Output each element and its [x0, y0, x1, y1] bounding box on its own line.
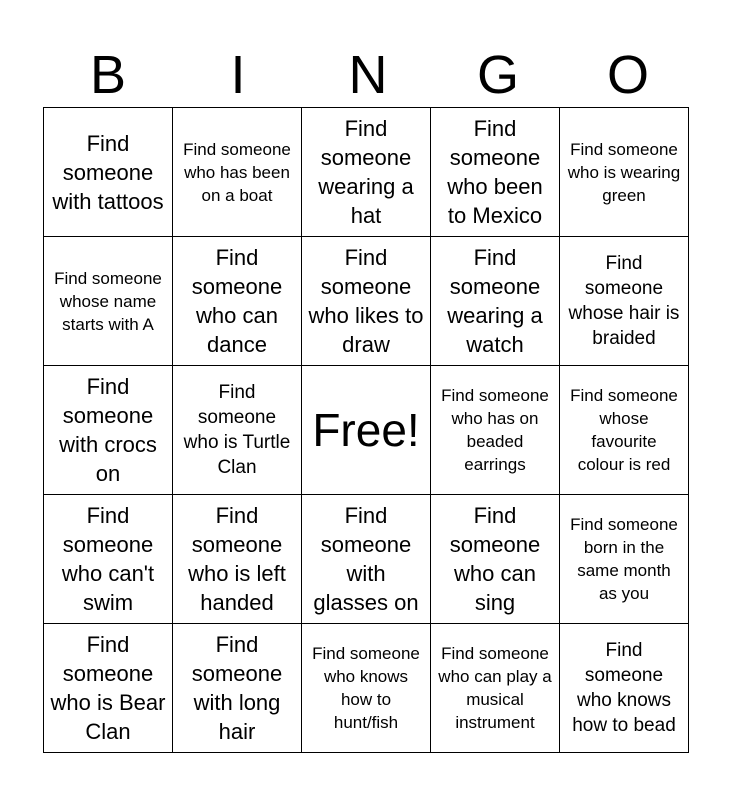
bingo-square[interactable] — [44, 495, 173, 624]
bingo-header — [43, 42, 693, 108]
bingo-square[interactable] — [560, 108, 689, 237]
bingo-square-text: Find someone whose name starts with A — [54, 268, 162, 334]
bingo-square-text: Find someone with glasses on — [313, 503, 419, 615]
bingo-square[interactable] — [44, 366, 173, 495]
bingo-square[interactable] — [44, 108, 173, 237]
bingo-square-text: Find someone who has been on a boat — [183, 139, 291, 205]
header-letter-b: B — [89, 45, 127, 105]
bingo-square-text: Find someone who can play a musical instrument — [438, 644, 552, 732]
bingo-square-text: Find someone wearing a watch — [447, 245, 543, 357]
bingo-square[interactable] — [431, 366, 560, 495]
bingo-square[interactable] — [560, 624, 689, 753]
bingo-square-text: Find someone with tattoos — [52, 130, 164, 214]
bingo-square-text: Find someone born in the same month as you — [570, 515, 678, 603]
bingo-square-text: Find someone who can dance — [191, 245, 283, 357]
bingo-square-text: Free! — [312, 404, 420, 456]
bingo-square-text: Find someone who is wearing green — [567, 139, 681, 205]
bingo-square[interactable] — [302, 108, 431, 237]
bingo-square-text: Find someone who knows how to bead — [572, 640, 676, 736]
bingo-square-text: Find someone who is Turtle Clan — [183, 382, 291, 478]
bingo-square[interactable] — [431, 624, 560, 753]
bingo-square[interactable] — [431, 237, 560, 366]
bingo-square[interactable] — [44, 624, 173, 753]
bingo-square[interactable] — [302, 624, 431, 753]
bingo-square[interactable] — [173, 366, 302, 495]
header-letter-n: N — [348, 45, 388, 105]
bingo-square-text: Find someone who has on beaded earrings — [441, 386, 549, 474]
bingo-square-text: Find someone who can sing — [449, 503, 541, 615]
bingo-square[interactable] — [173, 237, 302, 366]
bingo-square-text: Find someone who is left handed — [188, 503, 286, 615]
bingo-free-space[interactable] — [302, 366, 431, 495]
bingo-square-text: Find someone wearing a hat — [318, 116, 414, 228]
header-letter-g: G — [476, 45, 519, 105]
bingo-square[interactable] — [560, 237, 689, 366]
bingo-square[interactable] — [302, 237, 431, 366]
bingo-square[interactable] — [173, 495, 302, 624]
bingo-square-text: Find someone with long hair — [191, 632, 283, 744]
bingo-square-text: Find someone who likes to draw — [308, 245, 424, 357]
bingo-square[interactable] — [560, 366, 689, 495]
bingo-square[interactable] — [44, 237, 173, 366]
bingo-square-text: Find someone who can't swim — [61, 503, 155, 615]
bingo-square[interactable] — [302, 495, 431, 624]
bingo-square[interactable] — [431, 495, 560, 624]
bingo-square[interactable] — [173, 624, 302, 753]
bingo-square-text: Find someone with crocs on — [59, 374, 157, 486]
bingo-square[interactable] — [173, 108, 302, 237]
bingo-square-text: Find someone whose favourite colour is red — [570, 386, 678, 474]
bingo-square-text: Find someone whose hair is braided — [568, 253, 680, 349]
header-letter-o: O — [606, 45, 649, 105]
header-letter-i: I — [230, 45, 246, 105]
bingo-square-text: Find someone who knows how to hunt/fish — [312, 644, 420, 732]
bingo-square-text: Find someone who been to Mexico — [447, 116, 543, 228]
bingo-square[interactable] — [431, 108, 560, 237]
bingo-square[interactable] — [560, 495, 689, 624]
bingo-card-grid — [43, 107, 689, 753]
bingo-square-text: Find someone who is Bear Clan — [50, 632, 166, 744]
